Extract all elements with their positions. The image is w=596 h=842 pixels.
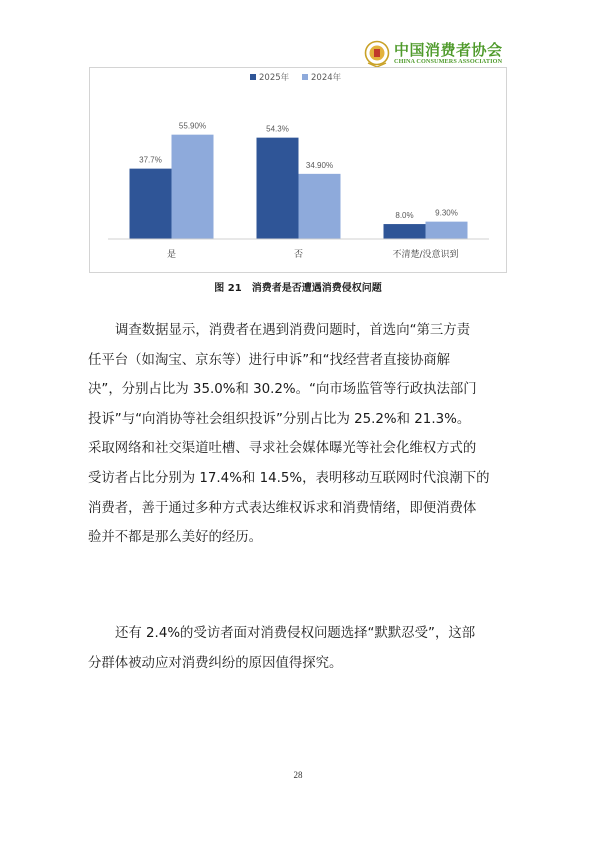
org-name-cn: 中国消费者协会 xyxy=(394,41,503,59)
bar-series2 xyxy=(426,222,468,239)
data-label: 37.7% xyxy=(139,155,162,165)
legend-swatch xyxy=(302,74,308,80)
emblem-icon xyxy=(364,39,390,69)
text-line: 调查数据显示，消费者在遇到消费问题时，首选向“第三方责 xyxy=(115,323,471,338)
legend-swatch xyxy=(250,74,256,80)
text-line: 投诉”与“向消协等社会组织投诉”分别占比为 25.2%和 21.3%。 xyxy=(88,411,471,427)
bar-chart xyxy=(89,67,507,273)
page-number: 28 xyxy=(293,770,303,780)
legend-label: 2024年 xyxy=(311,73,342,83)
text-line: 采取网络和社交渠道吐槽、寻求社会媒体曝光等社会化维权方式的 xyxy=(88,441,477,457)
x-tick-label: 不清楚/没意识到 xyxy=(392,250,459,260)
bar-series2 xyxy=(299,174,341,239)
text-line: 消费者，善于通过多种方式表达维权诉求和消费情绪，即便消费体 xyxy=(88,500,477,516)
bar-series1 xyxy=(257,138,299,239)
bar-series1 xyxy=(130,169,172,239)
data-label: 54.3% xyxy=(266,124,289,134)
x-axis-labels xyxy=(167,248,459,260)
text-line: 受访者占比分别为 17.4%和 14.5%，表明移动互联网时代浪潮下的 xyxy=(88,470,490,486)
chart-canvas xyxy=(90,68,506,272)
x-tick-label: 是 xyxy=(166,250,177,260)
legend-label: 2025年 xyxy=(259,73,290,83)
text-line: 任平台（如淘宝、京东等）进行申诉”和“找经营者直接协商解 xyxy=(88,352,451,368)
bar-series2 xyxy=(172,135,214,239)
paragraph-1 xyxy=(88,316,513,553)
org-name-en: CHINA CONSUMERS ASSOCIATION xyxy=(394,58,503,65)
paragraph-2 xyxy=(88,619,513,678)
chart-legend xyxy=(250,72,342,83)
text-line: 分群体被动应对消费纠纷的原因值得探究。 xyxy=(88,655,343,671)
data-label: 9.30% xyxy=(435,208,458,218)
data-label: 55.90% xyxy=(178,121,207,131)
data-label: 34.90% xyxy=(305,160,334,170)
bar-series1 xyxy=(384,224,426,239)
text-line: 还有 2.4%的受访者面对消费侵权问题选择“默默忍受”，这部 xyxy=(115,626,476,641)
chart-bars xyxy=(130,122,468,239)
text-line: 决”，分别占比为 35.0%和 30.2%。“向市场监管等行政执法部门 xyxy=(88,382,477,398)
text-line: 验并不都是那么美好的经历。 xyxy=(88,530,263,546)
x-tick-label: 否 xyxy=(293,250,304,260)
data-label: 8.0% xyxy=(395,211,414,221)
figure-caption: 图 21 消费者是否遭遇消费侵权问题 xyxy=(214,283,382,294)
